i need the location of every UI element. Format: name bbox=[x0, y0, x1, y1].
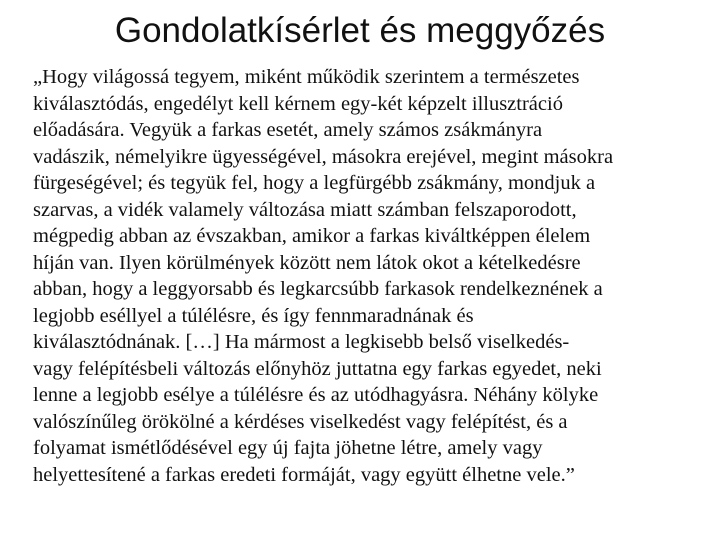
quote-line: vagy felépítésbeli változás előnyhöz juttatna egy farkas egyedet, neki bbox=[33, 357, 602, 380]
quote-line: legjobb eséllyel a túlélésre, és így fennmaradnának és bbox=[33, 304, 474, 327]
quote-line: abban, hogy a leggyorsabb és legkarcsúbb farkasok rendelkeznének a bbox=[33, 278, 603, 300]
quote-line: lenne a legjobb esélye a túlélésre és az utódhagyásra. Néhány kölyke bbox=[33, 384, 599, 406]
quote-line: kiválasztódás, engedélyt kell kérnem egy-két képzelt illusztráció bbox=[33, 92, 563, 115]
quote-line: vadászik, némelyikre ügyességével, másokra erejével, megint másokra bbox=[33, 145, 614, 168]
quote-line: szarvas, a vidék valamely változása miatt számban felszaporodott, bbox=[33, 198, 577, 221]
quote-line: előadására. Vegyük a farkas esetét, amely számos zsákmányra bbox=[33, 119, 543, 141]
quote-line: „Hogy világossá tegyem, miként működik szerintem a természetes bbox=[33, 66, 580, 88]
quote-line: kiválasztódnának. […] Ha mármost a legkisebb belső viselkedés- bbox=[33, 331, 570, 353]
quote-line: híján van. Ilyen körülmények között nem látok okot a kételkedésre bbox=[33, 251, 581, 274]
quote-line: fürgeségével; és tegyük fel, hogy a legfürgébb zsákmány, mondjuk a bbox=[33, 172, 596, 194]
quote-line: folyamat ismétlődésével egy új fajta jöhetne létre, amely vagy bbox=[33, 437, 543, 459]
quote-paragraph bbox=[33, 64, 720, 488]
quote-line: helyettesítené a farkas eredeti formáját, vagy együtt élhetne vele.” bbox=[33, 463, 575, 486]
quote-line: valószínűleg örökölné a kérdéses viselkedést vagy felépítést, és a bbox=[33, 410, 568, 433]
quote-line: mégpedig abban az évszakban, amikor a farkas kiváltképpen élelem bbox=[33, 225, 591, 247]
slide-title: Gondolatkísérlet és meggyőzés bbox=[114, 11, 606, 50]
